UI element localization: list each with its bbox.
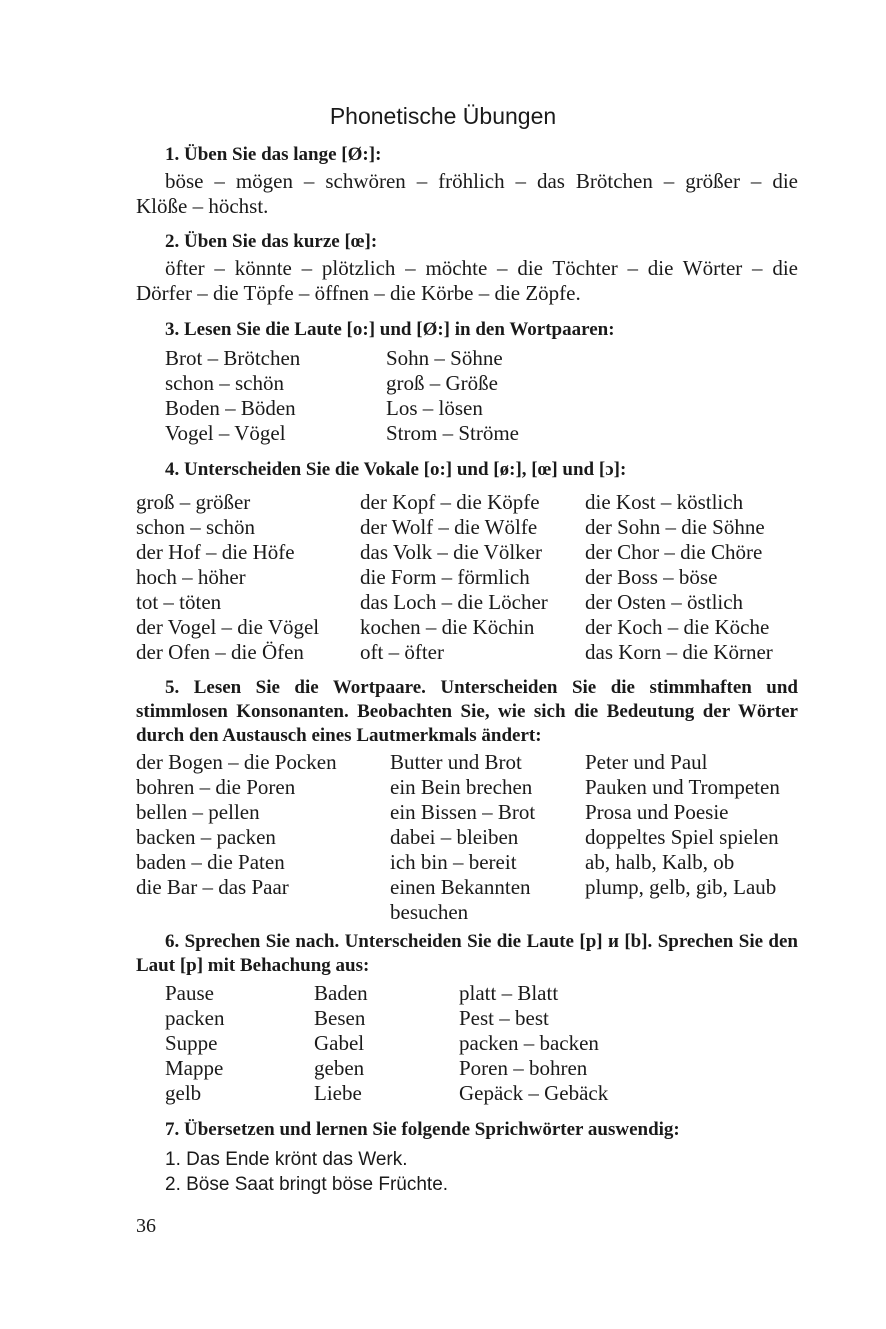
exercise-4-column-2 [360, 490, 548, 665]
word-pair: backen – packen [136, 825, 276, 849]
word-pair: Pest – best [459, 1006, 549, 1030]
exercise-3-column-2 [386, 346, 519, 446]
word-pair: der Ofen – die Öfen [136, 640, 304, 664]
word-pair: Vogel – Vögel [165, 421, 286, 445]
word-pair: der Vogel – die Vögel [136, 615, 320, 639]
word-pair: schon – schön [136, 515, 255, 539]
exercise-5-column-1 [136, 750, 337, 900]
exercise-5-heading: 5. Lesen Sie die Wortpaare. Unterscheiden Sie die stimmhaften und stimmlosen Konsonanten. Beobachten Sie, wie sich die Bedeutung der Wörter durch den Austausch eines Lautmerkmals ändert: [136, 677, 798, 746]
exercise-4-column-3 [585, 490, 773, 665]
word-pair: Gepäck – Gebäck [459, 1081, 609, 1105]
exercise-2-line-2: Dörfer – die Töpfe – öffnen – die Körbe – die Zöpfe. [136, 281, 581, 305]
word-pair: baden – die Paten [136, 850, 285, 874]
exercise-1-heading: 1. Üben Sie das lange [Ø:]: [165, 144, 382, 165]
word-pair: ich bin – bereit [390, 850, 517, 874]
word-pair: besuchen [390, 900, 469, 924]
word: Baden [314, 981, 368, 1005]
word-pair: ein Bein brechen [390, 775, 533, 799]
word-pair: doppeltes Spiel spielen [585, 825, 779, 849]
exercise-6-column-1 [165, 981, 224, 1106]
proverb-item: 1. Das Ende krönt das Werk. [165, 1149, 408, 1170]
word-pair: oft – öfter [360, 640, 444, 664]
proverb-list [165, 1147, 448, 1197]
page-title: Phonetische Übungen [329, 103, 557, 129]
word-pair: Los – lösen [386, 396, 483, 420]
word-pair: kochen – die Köchin [360, 615, 535, 639]
word-pair: der Wolf – die Wölfe [360, 515, 538, 539]
exercise-1-line-1: böse – mögen – schwören – fröhlich – das Brötchen – größer – die [165, 169, 798, 193]
word-pair: ein Bissen – Brot [390, 800, 536, 824]
word-pair: der Bogen – die Pocken [136, 750, 337, 774]
word-pair: Boden – Böden [165, 396, 296, 420]
word-pair: dabei – bleiben [390, 825, 519, 849]
word-pair: schon – schön [165, 371, 284, 395]
word: Suppe [165, 1031, 218, 1055]
word-pair: der Boss – böse [585, 565, 718, 589]
word-pair: das Volk – die Völker [360, 540, 542, 564]
exercise-3-heading: 3. Lesen Sie die Laute [o:] und [Ø:] in den Wortpaaren: [165, 319, 615, 340]
word-pair: die Bar – das Paar [136, 875, 289, 899]
word-pair: der Kopf – die Köpfe [360, 490, 540, 514]
word-pair: Prosa und Poesie [585, 800, 729, 824]
page-number: 36 [136, 1215, 156, 1237]
exercise-1-line-2: Klöße – höchst. [136, 194, 269, 218]
exercise-2-line-1: öfter – könnte – plötzlich – möchte – die Töchter – die Wörter – die [165, 256, 798, 280]
word-pair: das Korn – die Körner [585, 640, 773, 664]
word-pair: ab, halb, Kalb, ob [585, 850, 735, 874]
word-pair: hoch – höher [136, 565, 246, 589]
word-pair: packen – backen [459, 1031, 599, 1055]
word-pair: groß – Größe [386, 371, 498, 395]
word-pair: die Kost – köstlich [585, 490, 744, 514]
word-pair: das Loch – die Löcher [360, 590, 548, 614]
word-pair: groß – größer [136, 490, 251, 514]
exercise-6-column-3 [459, 981, 608, 1106]
word-pair: platt – Blatt [459, 981, 559, 1005]
word: Besen [314, 1006, 366, 1030]
word-pair: der Sohn – die Söhne [585, 515, 765, 539]
word: Mappe [165, 1056, 224, 1080]
word-pair: die Form – förmlich [360, 565, 530, 589]
word: geben [314, 1056, 365, 1080]
word-pair: Strom – Ströme [386, 421, 520, 445]
word: packen [165, 1006, 225, 1030]
word: gelb [165, 1081, 202, 1105]
word: Gabel [314, 1031, 365, 1055]
proverb-item: 2. Böse Saat bringt böse Früchte. [165, 1174, 449, 1195]
exercise-5-column-3 [585, 750, 780, 900]
word-pair: Brot – Brötchen [165, 346, 301, 370]
word-pair: plump, gelb, gib, Laub [585, 875, 777, 899]
word-pair: Pauken und Trompeten [585, 775, 780, 799]
word-pair: der Koch – die Köche [585, 615, 770, 639]
exercise-6-column-2 [314, 981, 368, 1106]
exercise-6-heading: 6. Sprechen Sie nach. Unterscheiden Sie die Laute [p] и [b]. Sprechen Sie den Laut [p] mit Behachung aus: [136, 931, 798, 976]
word-pair: der Osten – östlich [585, 590, 744, 614]
word-pair: bohren – die Poren [136, 775, 296, 799]
word-pair: Peter und Paul [585, 750, 708, 774]
exercise-3-column-1 [165, 346, 300, 446]
word-pair: Butter und Brot [390, 750, 522, 774]
word-pair: Poren – bohren [459, 1056, 588, 1080]
word-pair: der Hof – die Höfe [136, 540, 295, 564]
exercise-4-heading: 4. Unterscheiden Sie die Vokale [o:] und [ø:], [œ] und [ɔ]: [165, 459, 627, 480]
exercise-5-column-2 [390, 750, 535, 925]
exercise-7-heading: 7. Übersetzen und lernen Sie folgende Sprichwörter auswendig: [165, 1119, 680, 1140]
word: Liebe [314, 1081, 362, 1105]
exercise-2-heading: 2. Üben Sie das kurze [œ]: [165, 231, 378, 252]
word-pair: bellen – pellen [136, 800, 260, 824]
word-pair: Sohn – Söhne [386, 346, 503, 370]
exercise-4-column-1 [136, 490, 319, 665]
word-pair: der Chor – die Chöre [585, 540, 763, 564]
word: Pause [165, 981, 214, 1005]
word-pair: einen Bekannten [390, 875, 531, 899]
word-pair: tot – töten [136, 590, 222, 614]
